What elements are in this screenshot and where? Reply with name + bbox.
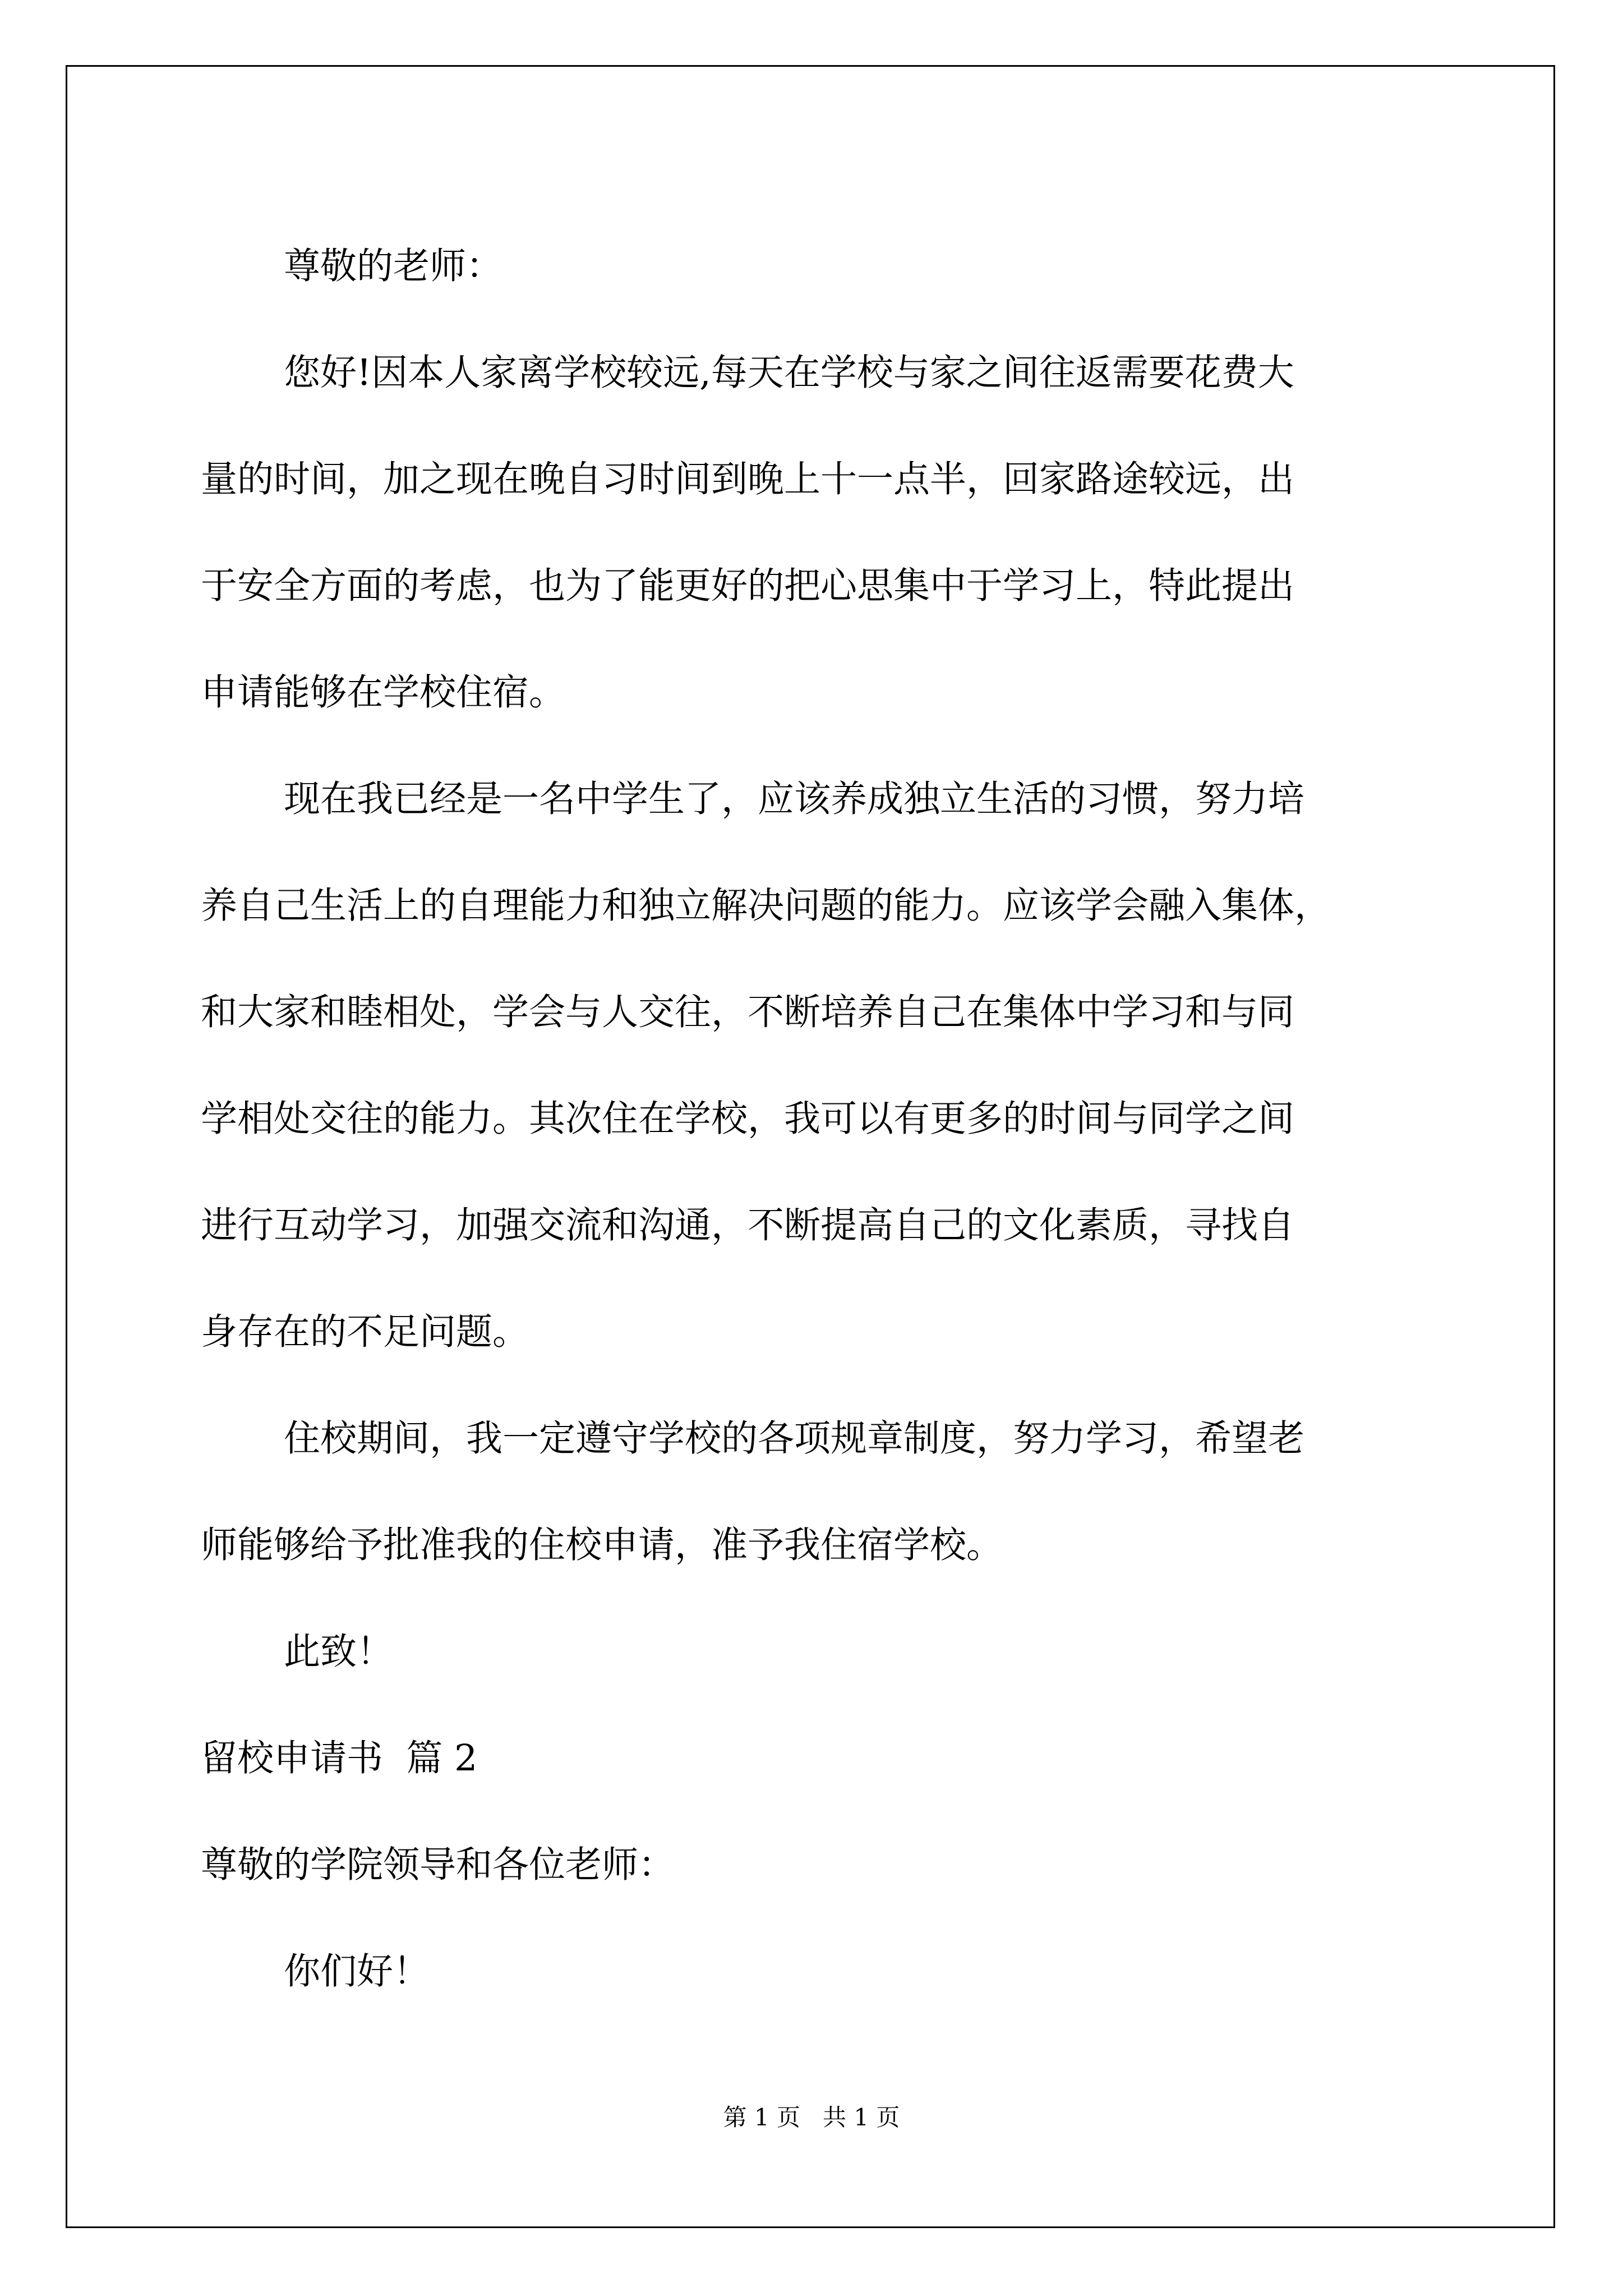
page-footer — [0, 2099, 1623, 2133]
paragraph-line: 师能够给予批准我的住校申请，准予我住宿学校。 — [201, 1524, 1003, 1566]
section-heading: 留校申请书 篇 2 — [201, 1737, 478, 1779]
closing-line: 此致！ — [284, 1631, 394, 1673]
paragraph-line: 身存在的不足问题。 — [201, 1311, 529, 1353]
paragraph-line: 进行互动学习，加强交流和沟通，不断提高自己的文化素质，寻找自 — [201, 1204, 1295, 1246]
paragraph-line: 于安全方面的考虑，也为了能更好的把心思集中于学习上，特此提出 — [201, 565, 1295, 607]
paragraph-line: 您好!因本人家离学校较远,每天在学校与家之间往返需要花费大 — [284, 352, 1294, 394]
greeting-line: 你们好！ — [284, 1950, 430, 1993]
document-body — [201, 213, 1423, 2025]
paragraph-line: 养自己生活上的自理能力和独立解决问题的能力。应该学会融入集体， — [201, 885, 1331, 927]
page-total: 共 1 页 — [823, 2104, 900, 2131]
paragraph-line: 申请能够在学校住宿。 — [201, 671, 566, 714]
salutation-line: 尊敬的学院领导和各位老师： — [201, 1844, 675, 1886]
page-number: 第 1 页 — [723, 2104, 800, 2131]
paragraph-line: 住校期间，我一定遵守学校的各项规章制度，努力学习，希望老 — [284, 1418, 1305, 1460]
paragraph-line: 现在我已经是一名中学生了，应该养成独立生活的习惯，努力培 — [284, 778, 1305, 820]
paragraph-line: 学相处交往的能力。其次住在学校，我可以有更多的时间与同学之间 — [201, 1098, 1295, 1140]
paragraph-line: 量的时间，加之现在晚自习时间到晚上十一点半，回家路途较远，出 — [201, 458, 1295, 500]
salutation-line: 尊敬的老师： — [284, 245, 503, 287]
paragraph-line: 和大家和睦相处，学会与人交往，不断培养自己在集体中学习和与同 — [201, 991, 1295, 1033]
